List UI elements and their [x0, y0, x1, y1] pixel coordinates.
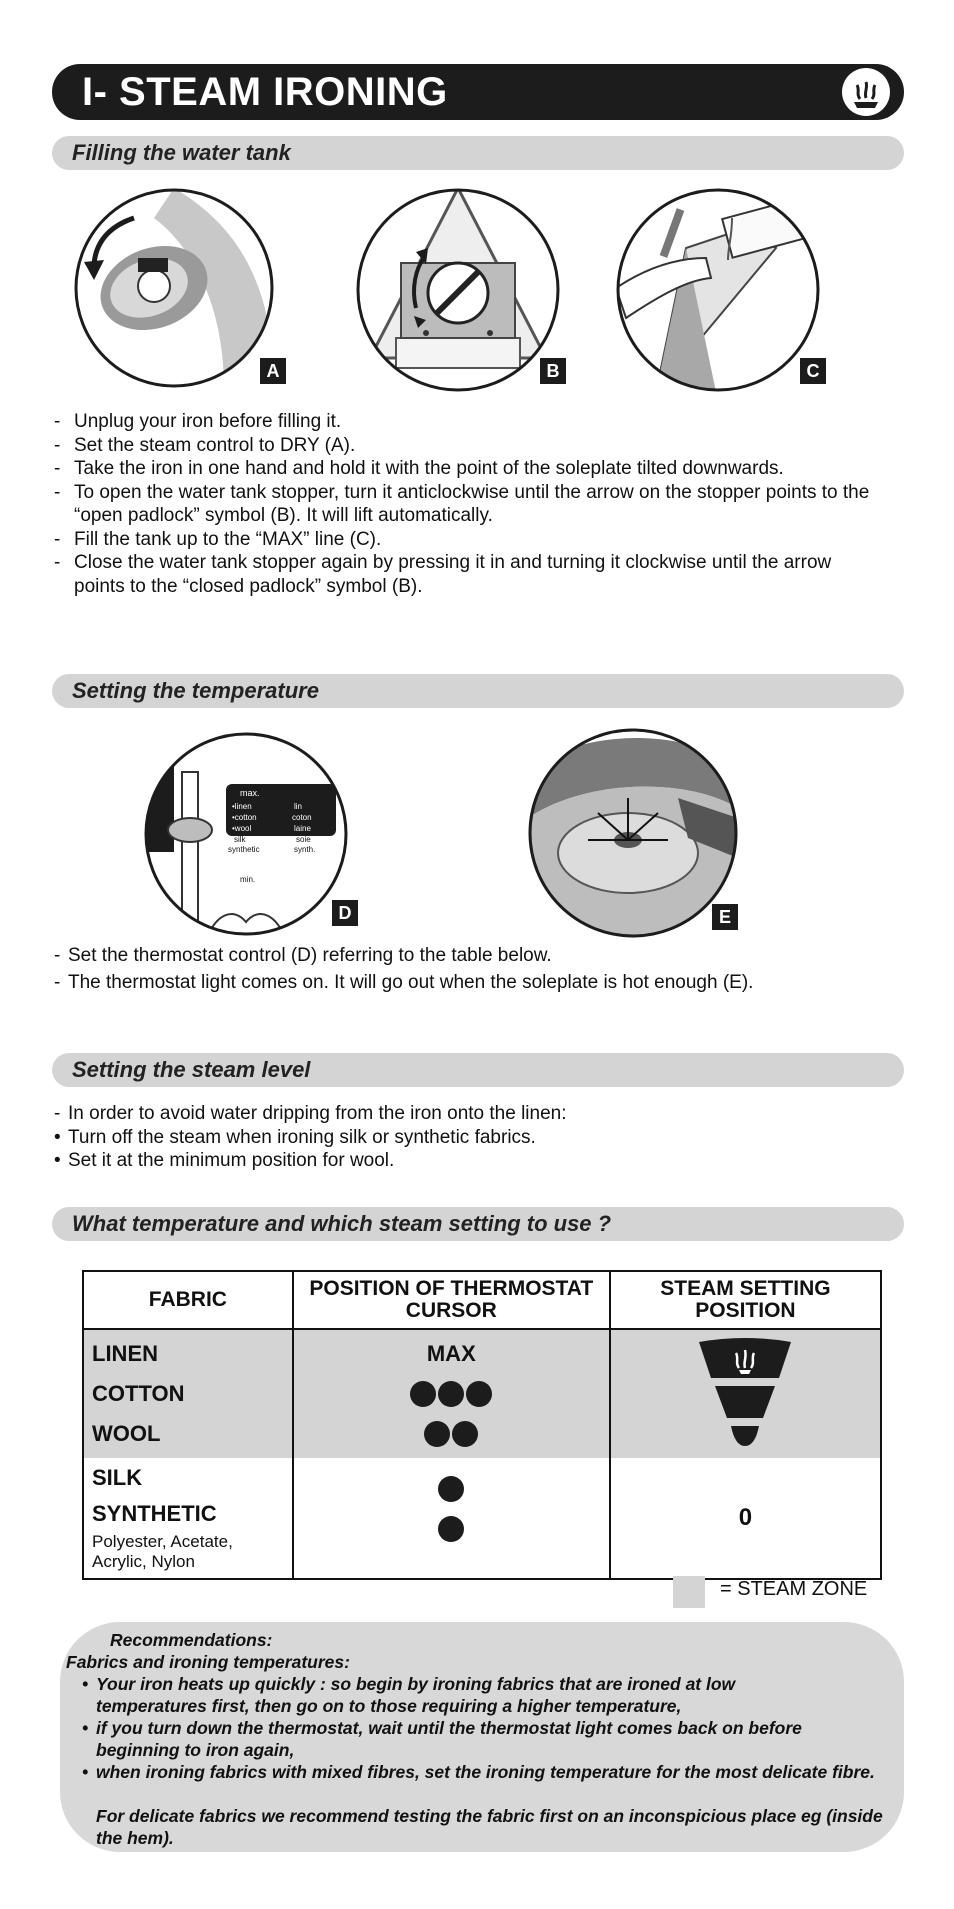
section-header-steam	[52, 1053, 904, 1087]
list-item-text: Set the thermostat control (D) referring to the table below.	[68, 945, 552, 966]
list-item	[54, 434, 894, 458]
recommendations-subtitle: Fabrics and ironing temperatures:	[66, 1652, 350, 1672]
recommendation-note: For delicate fabrics we recommend testing the fabric first on an inconspicious place eg (inside the hem).	[96, 1806, 883, 1848]
dial-label-silk: silk	[234, 835, 246, 844]
position-cell	[293, 1329, 610, 1458]
list-item-text: Fill the tank up to the “MAX” line (C).	[74, 528, 382, 550]
illustration-thermostat-dial	[144, 732, 352, 941]
list-item	[54, 551, 874, 598]
illustration-water-tank-stopper	[356, 188, 560, 397]
list-item-text: The thermostat light comes on. It will go out when the soleplate is hot enough (E).	[68, 972, 754, 993]
recommendation-text: when ironing fabrics with mixed fibres, set the ironing temperature for the most delicate fibre.	[96, 1762, 875, 1782]
figure-label-b: B	[540, 358, 566, 384]
list-item-text: Set the steam control to DRY (A).	[74, 434, 356, 456]
steam-levels-icon	[695, 1338, 795, 1450]
dot	[438, 1381, 464, 1407]
steam-cell	[610, 1329, 881, 1458]
dial-label-lin: lin	[294, 802, 303, 811]
table-header-steam: STEAM SETTING POSITION	[610, 1271, 881, 1329]
list-marker: -	[54, 411, 61, 432]
list-item	[54, 410, 894, 434]
figure-label-a: A	[260, 358, 286, 384]
section-header-which	[52, 1207, 904, 1241]
dial-label-synthetic: synthetic	[228, 845, 260, 854]
recommendation-item	[82, 1718, 816, 1761]
figure-label-e: E	[712, 904, 738, 930]
dial-label-linen: •linen	[232, 802, 252, 811]
figure-label-c: C	[800, 358, 826, 384]
position-cell	[293, 1458, 610, 1579]
position-dots	[294, 1458, 609, 1502]
list-marker: •	[54, 1126, 61, 1148]
page-title: I- STEAM IRONING	[82, 70, 448, 114]
list-item	[54, 969, 894, 996]
dial-label-wool: •wool	[232, 824, 252, 833]
list-marker: -	[54, 1103, 61, 1124]
list-marker: -	[54, 458, 61, 479]
steam-steps-list	[54, 1102, 894, 1173]
recommendation-text: Your iron heats up quickly : so begin by ironing fabrics that are ironed at low temperatures first, then go on to those requiring a higher temperature,	[96, 1674, 736, 1716]
position-dots	[294, 1374, 609, 1414]
dial-label-coton: coton	[292, 813, 312, 822]
section-title: Filling the water tank	[72, 140, 291, 165]
table-row-steam-zone	[83, 1329, 881, 1458]
section-header-temperature	[52, 674, 904, 708]
list-marker: -	[54, 528, 61, 550]
steam-zone-label: = STEAM ZONE	[720, 1578, 868, 1600]
list-marker: -	[54, 552, 61, 573]
dot	[452, 1421, 478, 1447]
list-marker: •	[54, 1150, 61, 1171]
dot	[466, 1381, 492, 1407]
dial-label-cotton: •cotton	[232, 813, 257, 822]
section-title: Setting the steam level	[72, 1057, 311, 1082]
fabric-name: SYNTHETIC	[92, 1501, 217, 1526]
section-header-filling	[52, 136, 904, 170]
section-title: What temperature and which steam setting to use ?	[72, 1211, 612, 1236]
list-item	[54, 1126, 894, 1150]
fabric-cell	[83, 1458, 293, 1579]
list-item	[54, 1149, 894, 1173]
bullet-marker: •	[82, 1674, 89, 1694]
dot	[410, 1381, 436, 1407]
list-item	[54, 457, 894, 481]
table-header-fabric: FABRIC	[83, 1271, 293, 1329]
dial-label-laine: laine	[294, 824, 311, 833]
list-item	[54, 528, 894, 552]
list-marker: -	[54, 972, 61, 993]
list-item-text: Unplug your iron before filling it.	[74, 411, 342, 432]
list-marker: -	[54, 945, 61, 966]
filling-steps-list	[54, 410, 894, 598]
dot	[424, 1421, 450, 1447]
recommendation-text: if you turn down the thermostat, wait until the thermostat light comes back on before beginning to iron again,	[96, 1718, 802, 1760]
temperature-steps-list	[54, 942, 894, 996]
figure-label-d: D	[332, 900, 358, 926]
recommendations-title: Recommendations:	[110, 1630, 273, 1650]
position-dots	[294, 1502, 609, 1542]
steam-icon	[842, 68, 890, 116]
dial-label-synth: synth.	[294, 845, 316, 854]
fabric-note: Polyester, Acetate, Acrylic, Nylon	[92, 1532, 233, 1571]
fabric-name: SILK	[92, 1465, 143, 1490]
illustration-steam-dial-dry	[74, 188, 280, 393]
recommendation-item	[82, 1674, 816, 1717]
steam-off-value: 0	[610, 1458, 881, 1579]
list-item-text: To open the water tank stopper, turn it anticlockwise until the arrow on the stopper points to the “open padlock” symbol (B). It will lift automatically.	[74, 481, 870, 526]
page-title-bar	[52, 64, 904, 120]
list-item-text: Close the water tank stopper again by pressing it in and turning it clockwise until the arrow points to the “closed padlock” symbol (B).	[74, 552, 832, 597]
list-item-text: Turn off the steam when ironing silk or synthetic fabrics.	[68, 1126, 536, 1148]
position-dots	[294, 1414, 609, 1454]
recommendation-item	[82, 1762, 908, 1784]
list-item-text: Set it at the minimum position for wool.	[68, 1150, 395, 1171]
dial-label-min: min.	[240, 875, 256, 884]
list-item	[54, 481, 874, 528]
list-item	[54, 1102, 894, 1126]
fabric-name: WOOL	[92, 1421, 161, 1446]
list-item-text: Take the iron in one hand and hold it with the point of the soleplate tilted downwards.	[74, 458, 784, 479]
list-item-text: In order to avoid water dripping from the iron onto the linen:	[68, 1103, 567, 1124]
list-item	[54, 942, 894, 969]
table-row-no-steam	[83, 1458, 881, 1579]
dial-label-soie: soie	[296, 835, 311, 844]
dot	[438, 1516, 464, 1542]
position-max: MAX	[426, 1341, 476, 1366]
steam-zone-swatch	[673, 1576, 705, 1608]
illustration-thermostat-light	[528, 728, 738, 943]
bullet-marker: •	[82, 1718, 89, 1738]
illustration-filling-tank	[616, 188, 820, 397]
bullet-marker: •	[82, 1762, 89, 1782]
list-marker: -	[54, 481, 61, 503]
fabric-settings-table	[82, 1270, 882, 1580]
table-header-position: POSITION OF THERMOSTAT CURSOR	[293, 1271, 610, 1329]
dot	[438, 1476, 464, 1502]
dial-label-max: max.	[240, 788, 260, 798]
fabric-name: LINEN	[92, 1341, 158, 1366]
list-marker: -	[54, 434, 61, 456]
section-title: Setting the temperature	[72, 678, 319, 703]
fabric-cell	[83, 1329, 293, 1458]
fabric-name: COTTON	[92, 1381, 185, 1406]
